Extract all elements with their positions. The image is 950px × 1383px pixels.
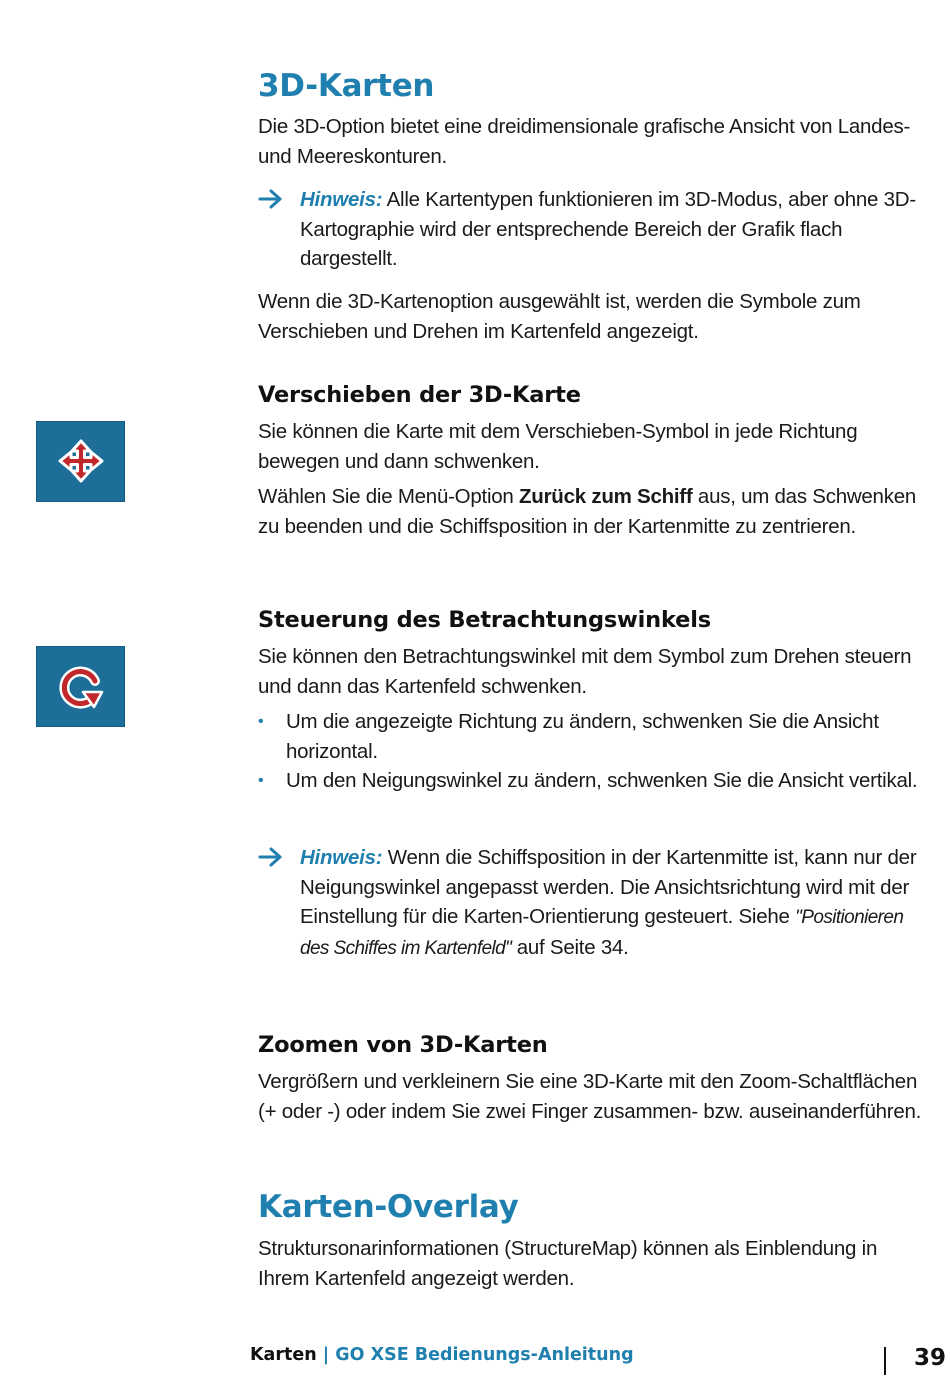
- note: [258, 185, 930, 274]
- bullet-list: [258, 707, 930, 796]
- subsection-title: Verschieben der 3D-Karte: [258, 382, 581, 408]
- paragraph: Sie können die Karte mit dem Verschieben-Symbol in jede Richtung bewegen und dann schwenken.: [258, 420, 858, 473]
- list-item: • Um den Neigungswinkel zu ändern, schwenken Sie die Ansicht vertikal.: [258, 766, 930, 796]
- rotate-icon: [36, 646, 125, 727]
- bullet: •: [258, 772, 264, 790]
- menu-option-name: Zurück zum Schiff: [519, 485, 693, 508]
- list-item: • Um die angezeigte Richtung zu ändern, schwenken Sie die Ansicht horizontal.: [258, 707, 930, 766]
- move-icon: [36, 421, 125, 502]
- section-title: Karten-Overlay: [258, 1189, 519, 1225]
- paragraph: Struktursonarinformationen (StructureMap) können als Einblendung in Ihrem Kartenfeld angezeigt werden.: [258, 1237, 878, 1290]
- cross-reference-link[interactable]: "Positionieren des Schiffes im Kartenfeld": [300, 907, 904, 959]
- bullet: •: [258, 713, 264, 730]
- footer-divider: [884, 1347, 886, 1375]
- section-3d-karten: [258, 68, 930, 104]
- page-footer: [250, 1345, 950, 1375]
- subsection-title: Zoomen von 3D-Karten: [258, 1032, 548, 1058]
- note-text: Hinweis: Alle Kartentypen funktionieren im 3D-Modus, aber ohne 3D-Kartographie wird der entsprechende Bereich der Grafik flach dargestellt.: [300, 188, 916, 271]
- page-number: 39: [914, 1345, 947, 1371]
- footer-text: Karten | GO XSE Bedienungs-Anleitung: [250, 1345, 634, 1365]
- section-title: 3D-Karten: [258, 68, 435, 104]
- note-label: Hinweis:: [300, 846, 383, 869]
- paragraph: Wählen Sie die Menü-Option Zurück zum Schiff aus, um das Schwenken zu beenden und die Schiffsposition in der Kartenmitte zu zentrieren.: [258, 485, 917, 538]
- note-text: Hinweis: Wenn die Schiffsposition in der Kartenmitte ist, kann nur der Neigungswinkel angepasst werden. Die Ansichtsrichtung wird mit der Einstellung für die Karten-Orientierung gesteuert. Siehe "Positionieren des Schiffes im Kartenfeld" auf Seite 34.: [300, 846, 917, 959]
- arrow-right-icon: [258, 846, 284, 868]
- paragraph: Vergrößern und verkleinern Sie eine 3D-Karte mit den Zoom-Schaltflächen (+ oder -) oder indem Sie zwei Finger zusammen- bzw. auseinanderführen.: [258, 1070, 922, 1123]
- intro-paragraph: Die 3D-Option bietet eine dreidimensionale grafische Ansicht von Landes- und Meereskonturen.: [258, 115, 911, 168]
- footer-section: Karten: [250, 1345, 317, 1365]
- note-label: Hinweis:: [300, 188, 383, 211]
- footer-manual-title: GO XSE Bedienungs-Anleitung: [335, 1345, 634, 1365]
- note: [258, 843, 930, 963]
- arrow-right-icon: [258, 188, 284, 210]
- paragraph: Sie können den Betrachtungswinkel mit dem Symbol zum Drehen steuern und dann das Kartenfeld schwenken.: [258, 645, 912, 698]
- subsection-title: Steuerung des Betrachtungswinkels: [258, 607, 711, 633]
- paragraph: Wenn die 3D-Kartenoption ausgewählt ist, werden die Symbole zum Verschieben und Drehen im Kartenfeld angezeigt.: [258, 290, 861, 343]
